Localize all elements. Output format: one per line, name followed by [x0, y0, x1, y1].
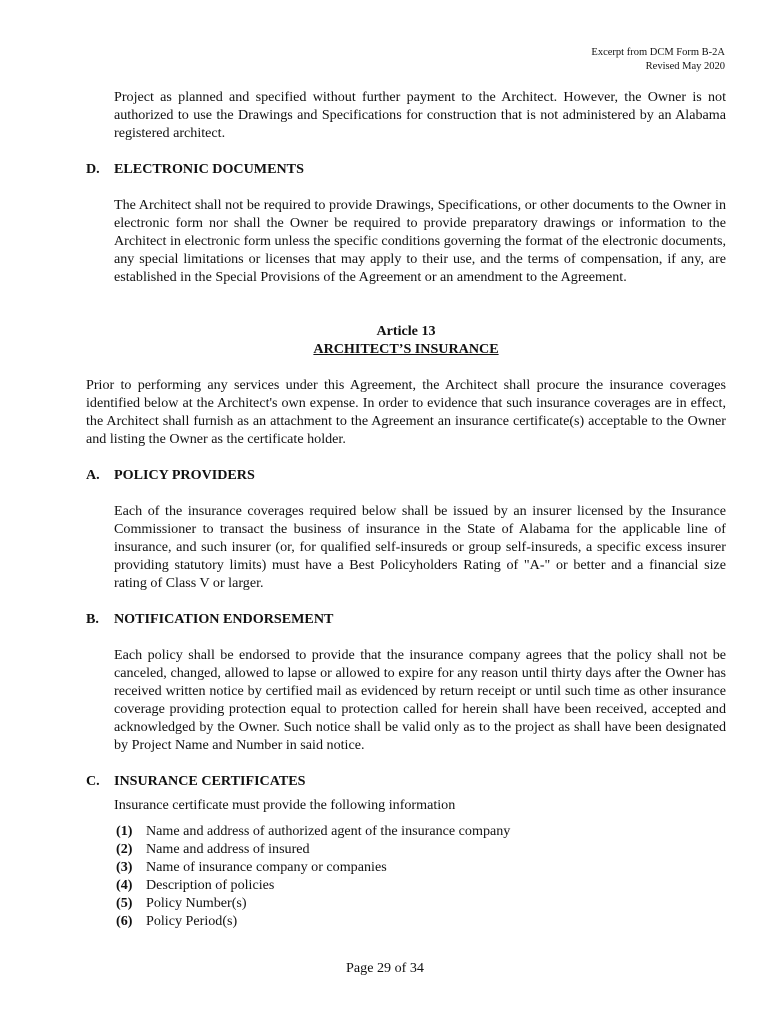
- article-number: Article 13: [376, 323, 436, 339]
- list-item: [116, 840, 726, 858]
- list-item-number: (5): [116, 895, 133, 911]
- section-b-letter: B.: [86, 611, 99, 627]
- list-item-text: Policy Number(s): [146, 895, 247, 911]
- section-b-body: Each policy shall be endorsed to provide that the insurance company agrees that the policy shall not be canceled, changed, allowed to lapse or allowed to expire for any reason until thirty days after the Owner has received written notice by certified mail as evidenced by return receipt or until such time as other insurance coverage providing protection equal to protection called for herein shall have been received, accepted and acknowledged by the Owner. Such notice shall be valid only as to the project as shall have been designated by Project Name and Number in said notice.: [114, 647, 726, 753]
- page-number: Page 29 of 34: [346, 960, 424, 976]
- list-item-text: Name and address of authorized agent of the insurance company: [146, 823, 511, 839]
- section-d-body: The Architect shall not be required to provide Drawings, Specifications, or other documents to the Owner in electronic form nor shall the Owner be required to provide preparatory drawings or information to the Architect in electronic form unless the specific conditions governing the format of the electronic documents, any special limitations or licenses that may apply to their use, and the terms of compensation, if any, are established in the Special Provisions of the Agreement or an amendment to the Agreement.: [114, 197, 726, 285]
- list-item: [116, 912, 726, 930]
- list-item-number: (1): [116, 823, 133, 839]
- list-item-text: Name of insurance company or companies: [146, 859, 387, 875]
- section-a-heading: [86, 466, 726, 484]
- list-item-number: (6): [116, 913, 133, 929]
- article-title-line: [86, 340, 726, 358]
- list-item-number: (2): [116, 841, 133, 857]
- list-item: [116, 858, 726, 876]
- document-body: [86, 88, 726, 930]
- section-a-body: Each of the insurance coverages required below shall be issued by an insurer licensed by the Insurance Commissioner to transact the business of insurance in the State of Alabama for the applicable line of insurance, and such insurer (or, for qualified self-insureds or group self-insureds, a specific excess insurer providing statutory limits) must have a Best Policyholders Rating of "A-" or better and a financial size rating of Class V or larger.: [114, 503, 726, 591]
- article-title: ARCHITECT’S INSURANCE: [313, 341, 499, 357]
- list-item-text: Name and address of insured: [146, 841, 310, 857]
- section-c-heading: [86, 772, 726, 790]
- list-item-text: Policy Period(s): [146, 913, 238, 929]
- section-a-title: POLICY PROVIDERS: [114, 467, 255, 483]
- intro-paragraph: Project as planned and specified without further payment to the Architect. However, the Owner is not authorized to use the Drawings and Specifications for construction that is not administered by an Alabama registered architect.: [114, 89, 726, 141]
- list-item: [116, 876, 726, 894]
- section-c-letter: C.: [86, 773, 100, 789]
- form-header-line-1: Excerpt from DCM Form B-2A: [591, 47, 725, 58]
- list-item-number: (4): [116, 877, 133, 893]
- section-b-title: NOTIFICATION ENDORSEMENT: [114, 611, 334, 627]
- section-a-letter: A.: [86, 467, 100, 483]
- section-c-title: INSURANCE CERTIFICATES: [114, 773, 306, 789]
- list-item: [116, 894, 726, 912]
- list-item-number: (3): [116, 859, 133, 875]
- section-d-letter: D.: [86, 161, 100, 177]
- section-b-heading: [86, 610, 726, 628]
- section-c-intro: Insurance certificate must provide the following information: [114, 797, 456, 813]
- section-d-heading: [86, 160, 726, 178]
- list-item: [116, 822, 726, 840]
- form-header: [591, 46, 725, 74]
- list-item-text: Description of policies: [146, 877, 275, 893]
- certificate-info-list: [116, 822, 726, 930]
- form-header-line-2: Revised May 2020: [645, 61, 725, 72]
- article-intro: Prior to performing any services under this Agreement, the Architect shall procure the insurance coverages identified below at the Architect's own expense. In order to evidence that such insurance coverages are in effect, the Architect shall furnish as an attachment to the Agreement an insurance certificate(s) acceptable to the Owner and listing the Owner as the certificate holder.: [86, 377, 726, 447]
- section-d-title: ELECTRONIC DOCUMENTS: [114, 161, 304, 177]
